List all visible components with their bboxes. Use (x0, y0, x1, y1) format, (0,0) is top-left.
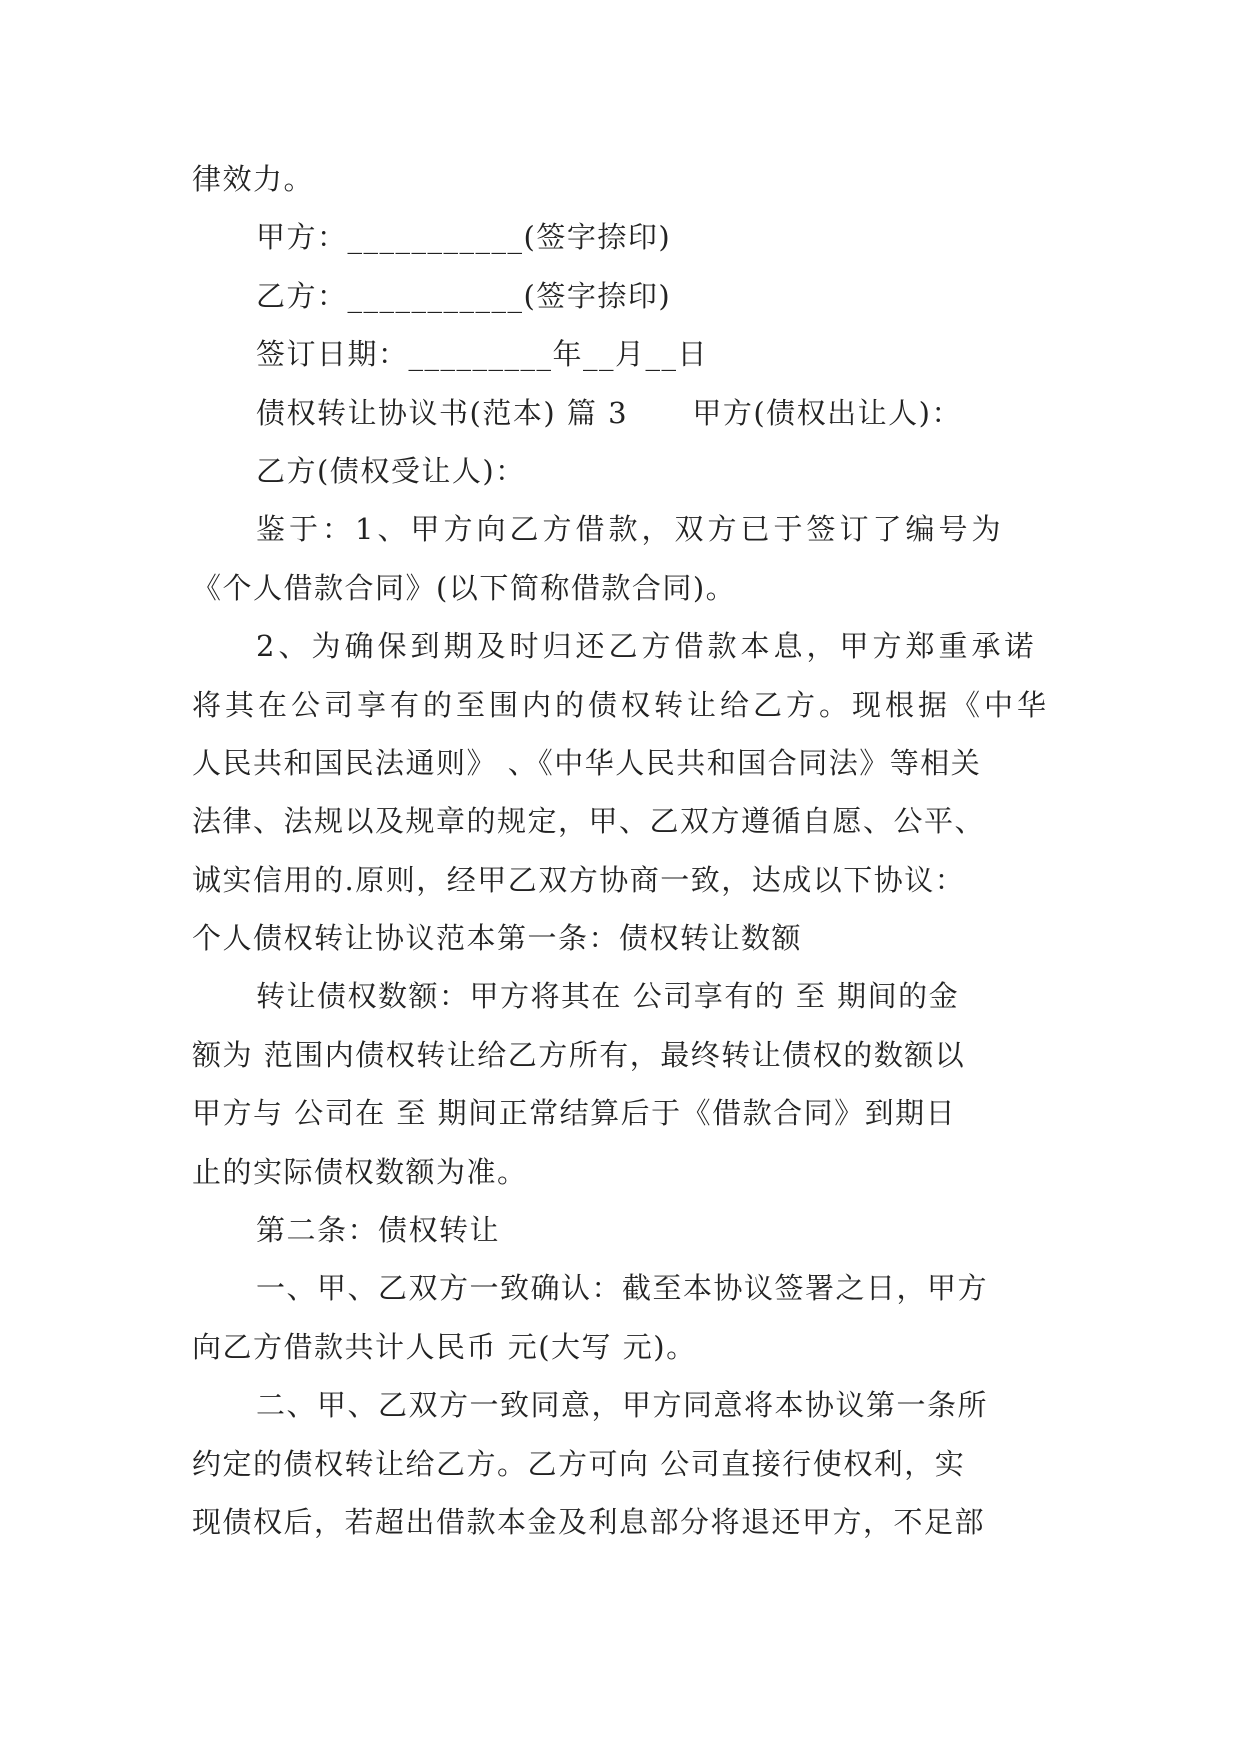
text-line: 转让债权数额：甲方将其在 公司享有的 至 期间的金 (256, 979, 960, 1014)
signature-line-party-a: 甲方：___________(签字捺印) (256, 220, 672, 255)
text-line: 向乙方借款共计人民币 元(大写 元)。 (192, 1329, 697, 1364)
text-line: 二、甲、乙双方一致同意，甲方同意将本协议第一条所 (256, 1388, 989, 1423)
text-line: 将其在公司享有的至围内的债权转让给乙方。现根据《中华 (192, 687, 1051, 722)
section-heading: 债权转让协议书(范本) 篇 3 甲方(债权出让人)： (256, 395, 962, 430)
text-line: 鉴于：1、甲方向乙方借款，双方已于签订了编号为 (256, 512, 1005, 547)
text-line: 人民共和国民法通则》 、《中华人民共和国合同法》等相关 (192, 745, 982, 780)
signing-date-line: 签订日期：_________年__月__日 (256, 337, 709, 372)
document-body (192, 150, 1052, 1551)
signature-line-party-b: 乙方：___________(签字捺印) (256, 278, 672, 313)
article-heading: 第二条：债权转让 (256, 1213, 501, 1248)
text-line: 法律、法规以及规章的规定，甲、乙双方遵循自愿、公平、 (192, 804, 986, 839)
text-line: 乙方(债权受让人)： (256, 453, 526, 488)
text-line: 《个人借款合同》(以下简称借款合同)。 (192, 570, 737, 605)
text-line: 现债权后，若超出借款本金及利息部分将退还甲方，不足部 (192, 1504, 986, 1539)
text-line: 甲方与 公司在 至 期间正常结算后于《借款合同》到期日 (192, 1096, 957, 1131)
text-line: 一、甲、乙双方一致确认：截至本协议签署之日，甲方 (256, 1271, 989, 1306)
text-line: 止的实际债权数额为准。 (192, 1154, 528, 1189)
text-line: 2、为确保到期及时归还乙方借款本息，甲方郑重承诺 (256, 629, 1038, 664)
article-heading: 个人债权转让协议范本第一条：债权转让数额 (192, 921, 803, 956)
text-line: 额为 范围内债权转让给乙方所有，最终转让债权的数额以 (192, 1037, 966, 1072)
text-line: 约定的债权转让给乙方。乙方可向 公司直接行使权利，实 (192, 1446, 966, 1481)
text-line: 律效力。 (192, 162, 315, 196)
text-line: 诚实信用的.原则，经甲乙双方协商一致，达成以下协议： (192, 862, 966, 897)
